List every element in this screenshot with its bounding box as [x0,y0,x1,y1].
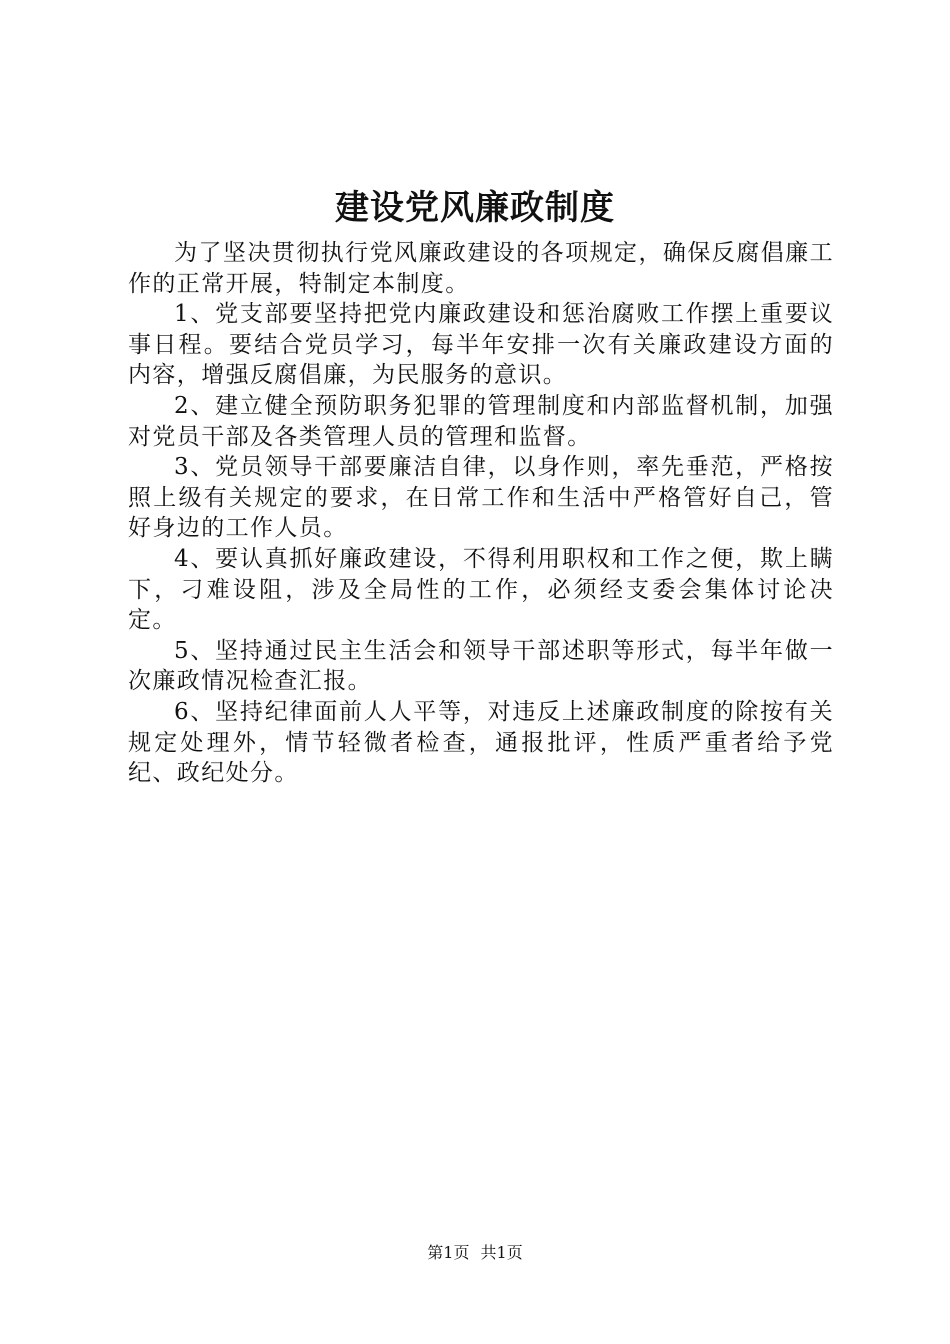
paragraph-item-4: 4、要认真抓好廉政建设，不得利用职权和工作之便，欺上瞒下，刁难设阻，涉及全局性的工作，必须经支委会集体讨论决定。 [128,545,834,634]
page-footer [0,1242,950,1264]
paragraph-item-5: 5、坚持通过民主生活会和领导干部述职等形式，每半年做一次廉政情况检查汇报。 [128,637,834,695]
page-number-current: 第1页 [427,1243,470,1262]
document-body [128,238,834,789]
paragraph-item-3: 3、党员领导干部要廉洁自律，以身作则，率先垂范，严格按照上级有关规定的要求，在日常工作和生活中严格管好自己，管好身边的工作人员。 [128,454,834,542]
paragraph-intro: 为了坚决贯彻执行党风廉政建设的各项规定，确保反腐倡廉工作的正常开展，特制定本制度。 [128,240,834,297]
paragraph-item-6: 6、坚持纪律面前人人平等，对违反上述廉政制度的除按有关规定处理外，情节轻微者检查，通报批评，性质严重者给予党纪、政纪处分。 [128,698,834,787]
paragraph-item-2: 2、建立健全预防职务犯罪的管理制度和内部监督机制，加强对党员干部及各类管理人员的管理和监督。 [128,392,834,450]
document-title: 建设党风廉政制度 [335,188,615,228]
paragraph-item-1: 1、党支部要坚持把党内廉政建设和惩治腐败工作摆上重要议事日程。要结合党员学习，每半年安排一次有关廉政建设方面的内容，增强反腐倡廉，为民服务的意识。 [128,301,834,389]
page-number-total: 共1页 [480,1243,523,1262]
